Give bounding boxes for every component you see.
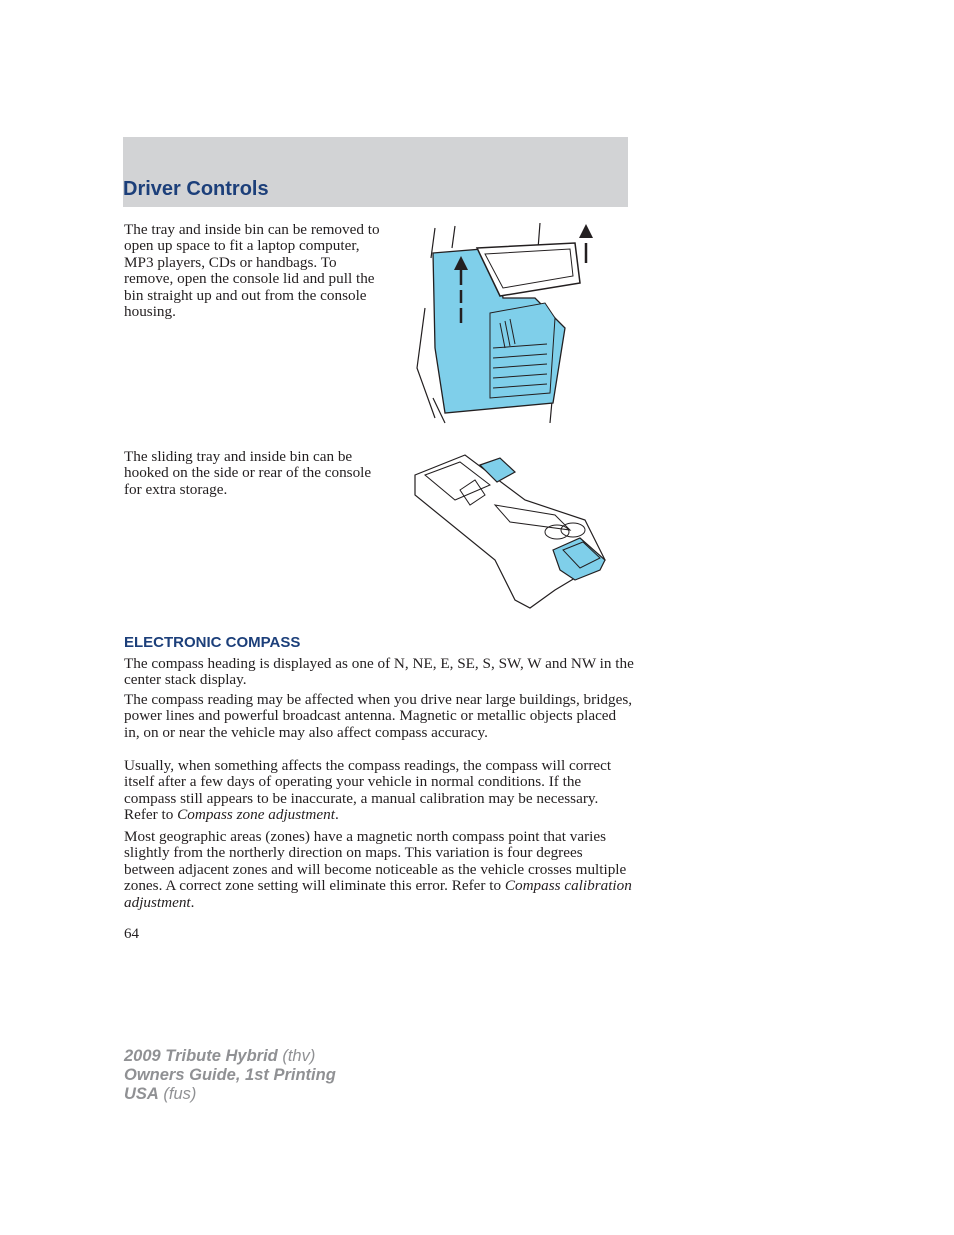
console-tray-hook-illustration bbox=[405, 450, 615, 610]
console-bin-removal-illustration bbox=[405, 218, 630, 428]
section-heading-electronic-compass: ELECTRONIC COMPASS bbox=[124, 634, 301, 651]
footer-model: 2009 Tribute Hybrid bbox=[124, 1047, 278, 1065]
compass-calibration-adjustment-reference: Compass calibration adjustment bbox=[124, 877, 632, 911]
footer-guide: Owners Guide, 1st Printing bbox=[124, 1066, 336, 1084]
compass-p3-text: Usually, when something affects the compass readings, the compass will correct itself after a few days of operating your vehicle in normal conditions. If the compass still appears to be inaccurate, a manual calibration may be necessary. Refer to bbox=[124, 757, 612, 824]
footer-market-code: (fus) bbox=[158, 1085, 197, 1103]
tray-hook-paragraph: The sliding tray and inside bin can be hooked on the side or rear of the console for extra storage. bbox=[124, 448, 372, 498]
page-number: 64 bbox=[124, 926, 139, 942]
header-band bbox=[123, 137, 628, 207]
compass-p4-text: Most geographic areas (zones) have a magnetic north compass point that varies slightly from the northerly direction on maps. This variation is four degrees between adjacent zones and will become noticeable as the vehicle crosses multiple zones. A correct zone setting will eliminate this error. Refer to bbox=[124, 828, 627, 895]
footer-market: USA bbox=[124, 1085, 159, 1103]
page-title: Driver Controls bbox=[123, 178, 269, 200]
compass-p3-end: . bbox=[334, 806, 339, 824]
compass-paragraph-4 bbox=[124, 829, 634, 911]
tray-remove-paragraph: The tray and inside bin can be removed to open up space to fit a laptop computer, MP3 players, CDs or handbags. To remove, open the console lid and pull the bin straight up and out from the console housing. bbox=[124, 221, 380, 321]
compass-paragraph-1: The compass heading is displayed as one of N, NE, E, SE, S, SW, W and NW in the center stack display. bbox=[124, 655, 634, 689]
compass-paragraph-2: The compass reading may be affected when you drive near large buildings, bridges, power lines and powerful broadcast antenna. Magnetic or metallic objects placed in, on or near the vehicle may also affect compass accuracy. bbox=[124, 691, 633, 741]
compass-zone-adjustment-reference: Compass zone adjustment bbox=[177, 806, 335, 824]
footer-model-code: (thv) bbox=[277, 1047, 316, 1065]
compass-p4-end: . bbox=[190, 893, 195, 911]
compass-paragraph-3 bbox=[124, 758, 634, 824]
document-footer bbox=[124, 1047, 336, 1104]
